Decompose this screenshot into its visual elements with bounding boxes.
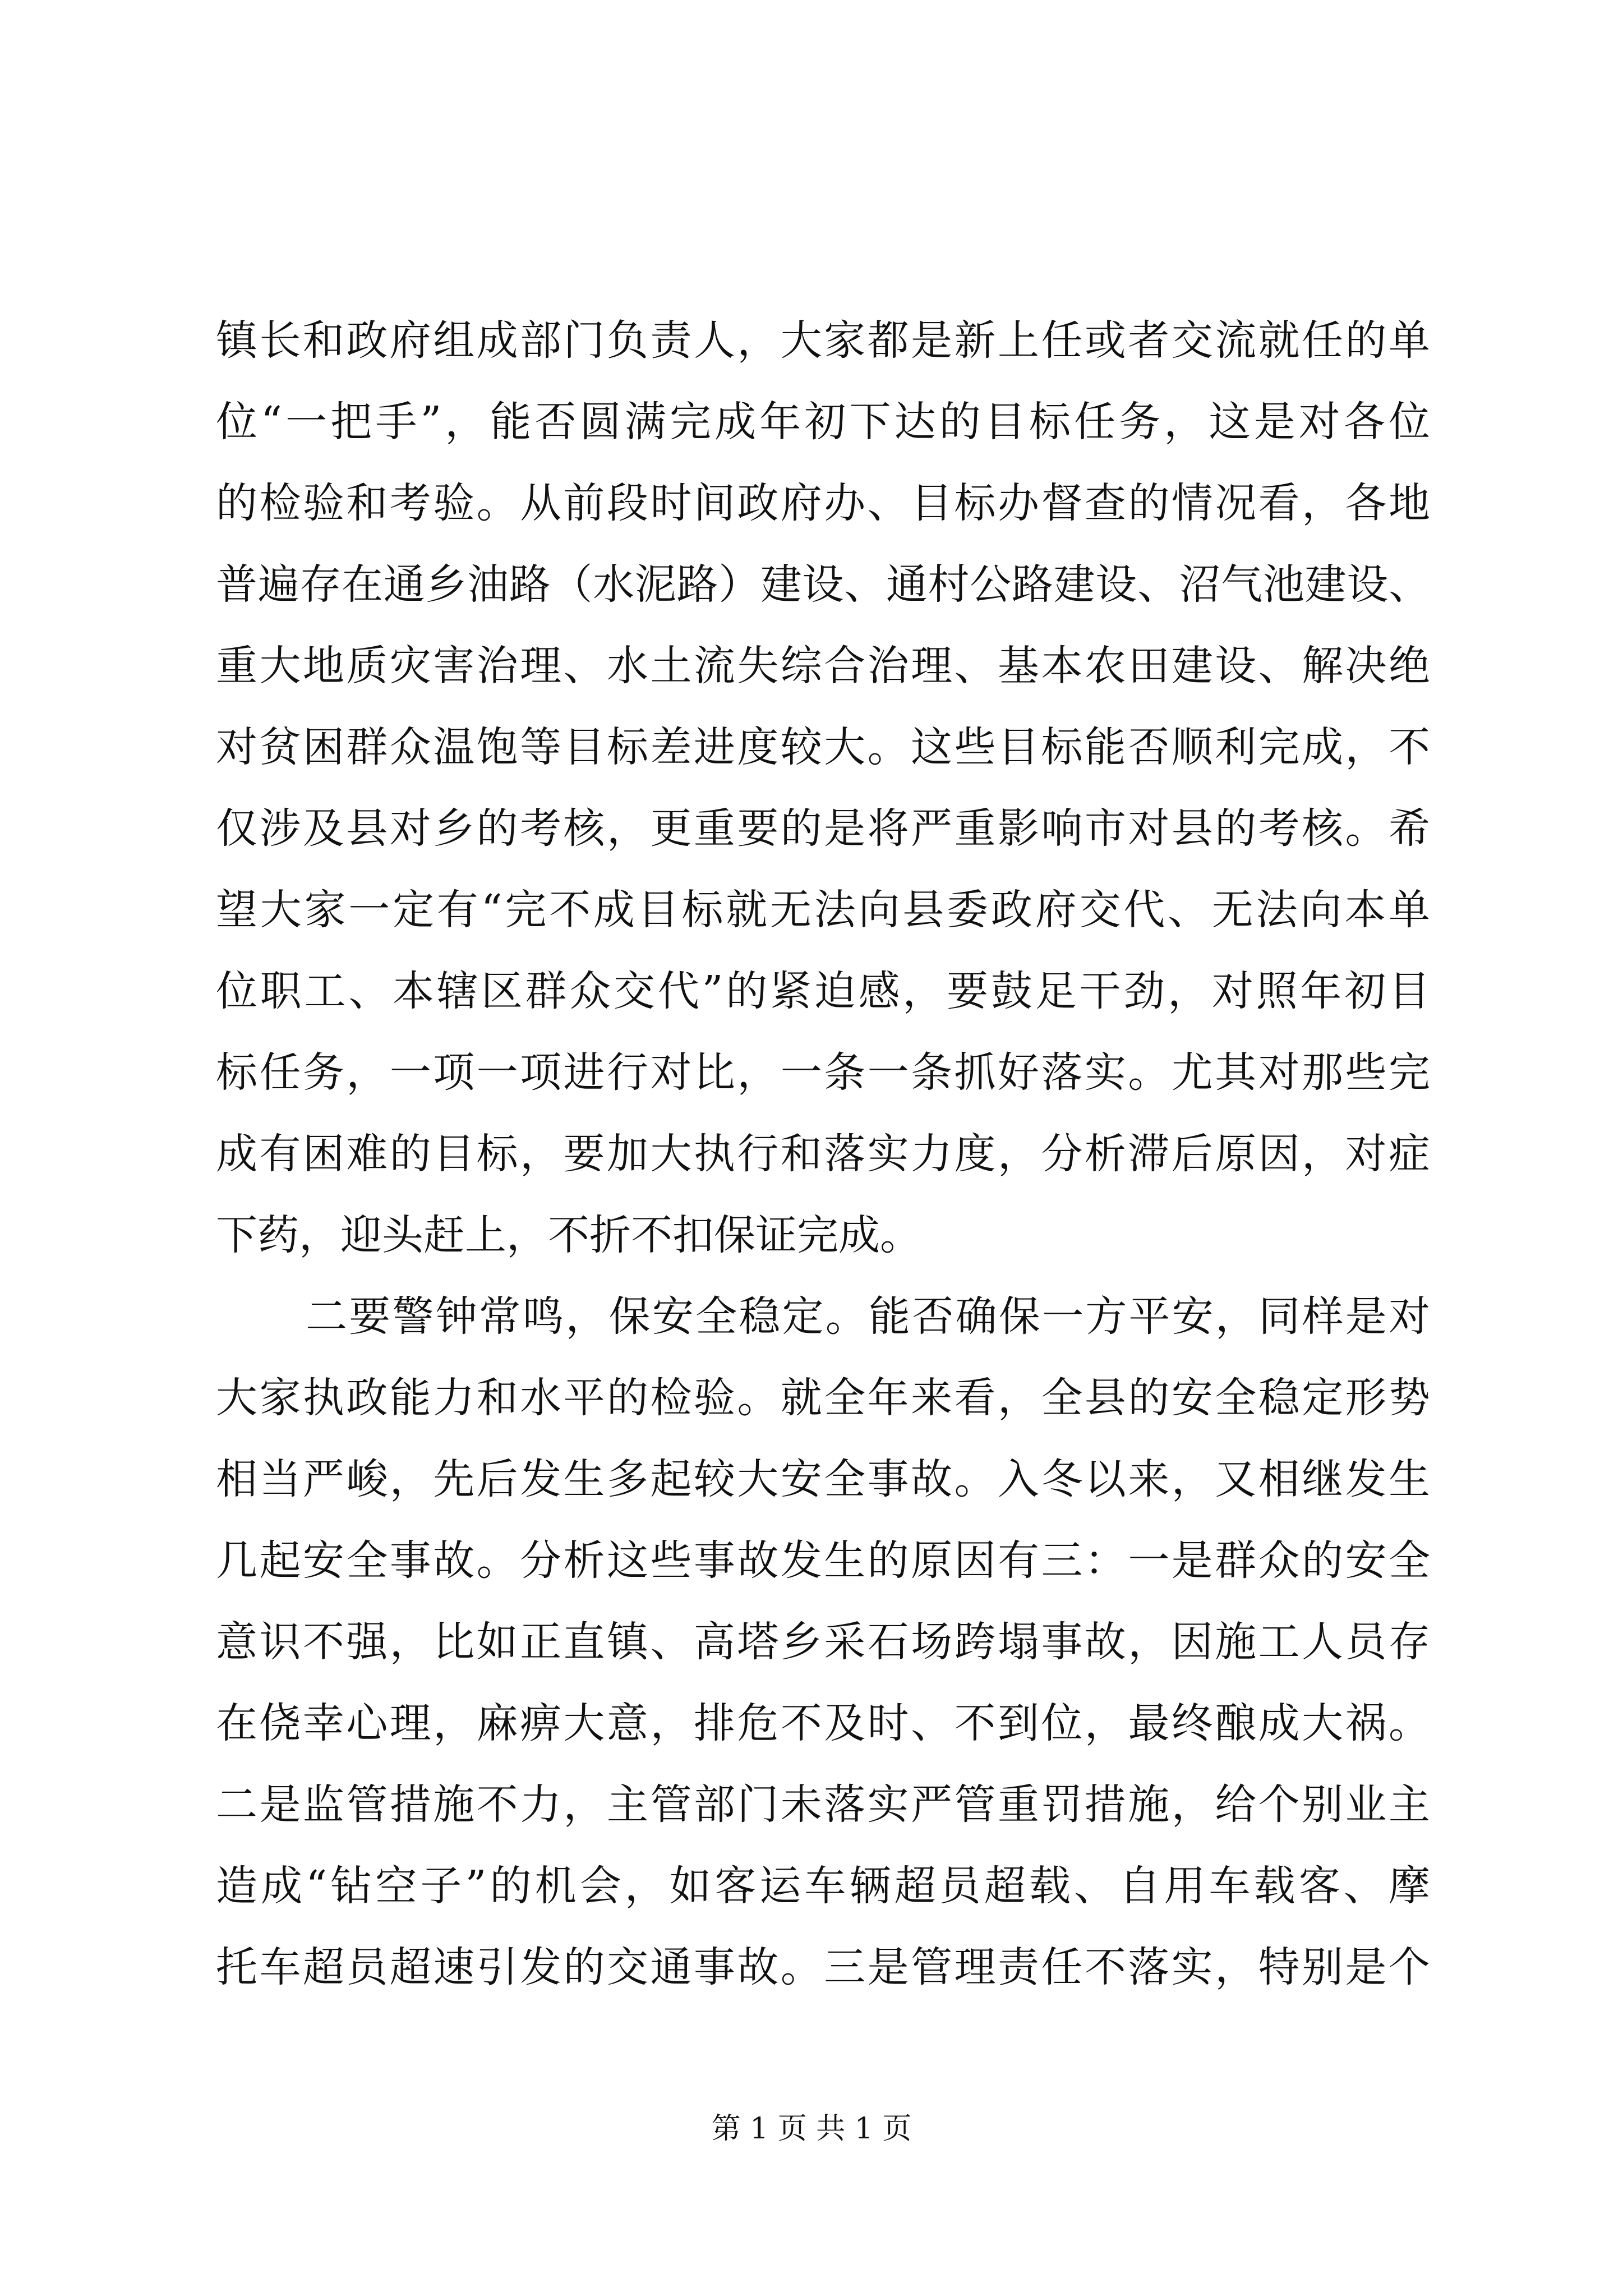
text-line: 的检验和考验。从前段时间政府办、目标办督查的情况看，各地: [216, 479, 1430, 527]
text-line: 仅涉及县对乡的考核，更重要的是将严重影响市对县的考核。希: [216, 804, 1430, 853]
text-line: 托车超员超速引发的交通事故。三是管理责任不落实，特别是个: [216, 1943, 1430, 1991]
body-text: [216, 300, 1430, 2008]
text-line: 镇长和政府组成部门负责人，大家都是新上任或者交流就任的单: [216, 316, 1430, 365]
page-footer: 第 1 页 共 1 页: [711, 2112, 912, 2146]
text-line: 几起安全事故。分析这些事故发生的原因有三：一是群众的安全: [216, 1536, 1430, 1585]
text-line: 标任务，一项一项进行对比，一条一条抓好落实。尤其对那些完: [216, 1048, 1430, 1097]
text-line: 下药，迎头赶上，不折不扣保证完成。: [216, 1211, 921, 1259]
text-line: 对贫困群众温饱等目标差进度较大。这些目标能否顺利完成，不: [216, 723, 1430, 771]
text-line: 成有困难的目标，要加大执行和落实力度，分析滞后原因，对症: [216, 1130, 1430, 1178]
text-line: 二是监管措施不力，主管部门未落实严管重罚措施，给个别业主: [216, 1780, 1430, 1829]
text-line: 位职工、本辖区群众交代”的紧迫感，要鼓足干劲，对照年初目: [216, 967, 1430, 1015]
text-line: 位“一把手”，能否圆满完成年初下达的目标任务，这是对各位: [216, 398, 1430, 446]
text-line: 在侥幸心理，麻痹大意，排危不及时、不到位，最终酿成大祸。: [216, 1699, 1430, 1747]
text-line: 造成“钻空子”的机会，如客运车辆超员超载、自用车载客、摩: [216, 1862, 1430, 1910]
text-line: 意识不强，比如正直镇、高塔乡采石场跨塌事故，因施工人员存: [216, 1618, 1430, 1666]
text-line: 大家执政能力和水平的检验。就全年来看，全县的安全稳定形势: [216, 1374, 1430, 1422]
text-line: 相当严峻，先后发生多起较大安全事故。入冬以来，又相继发生: [216, 1455, 1430, 1503]
text-line: 重大地质灾害治理、水土流失综合治理、基本农田建设、解决绝: [216, 642, 1430, 690]
text-line: 望大家一定有“完不成目标就无法向县委政府交代、无法向本单: [216, 886, 1430, 934]
paragraph-first-line: 二要警钟常鸣，保安全稳定。能否确保一方平安，同样是对: [306, 1292, 1430, 1341]
text-line: 普遍存在通乡油路（水泥路）建设、通村公路建设、沼气池建设、: [216, 560, 1430, 609]
